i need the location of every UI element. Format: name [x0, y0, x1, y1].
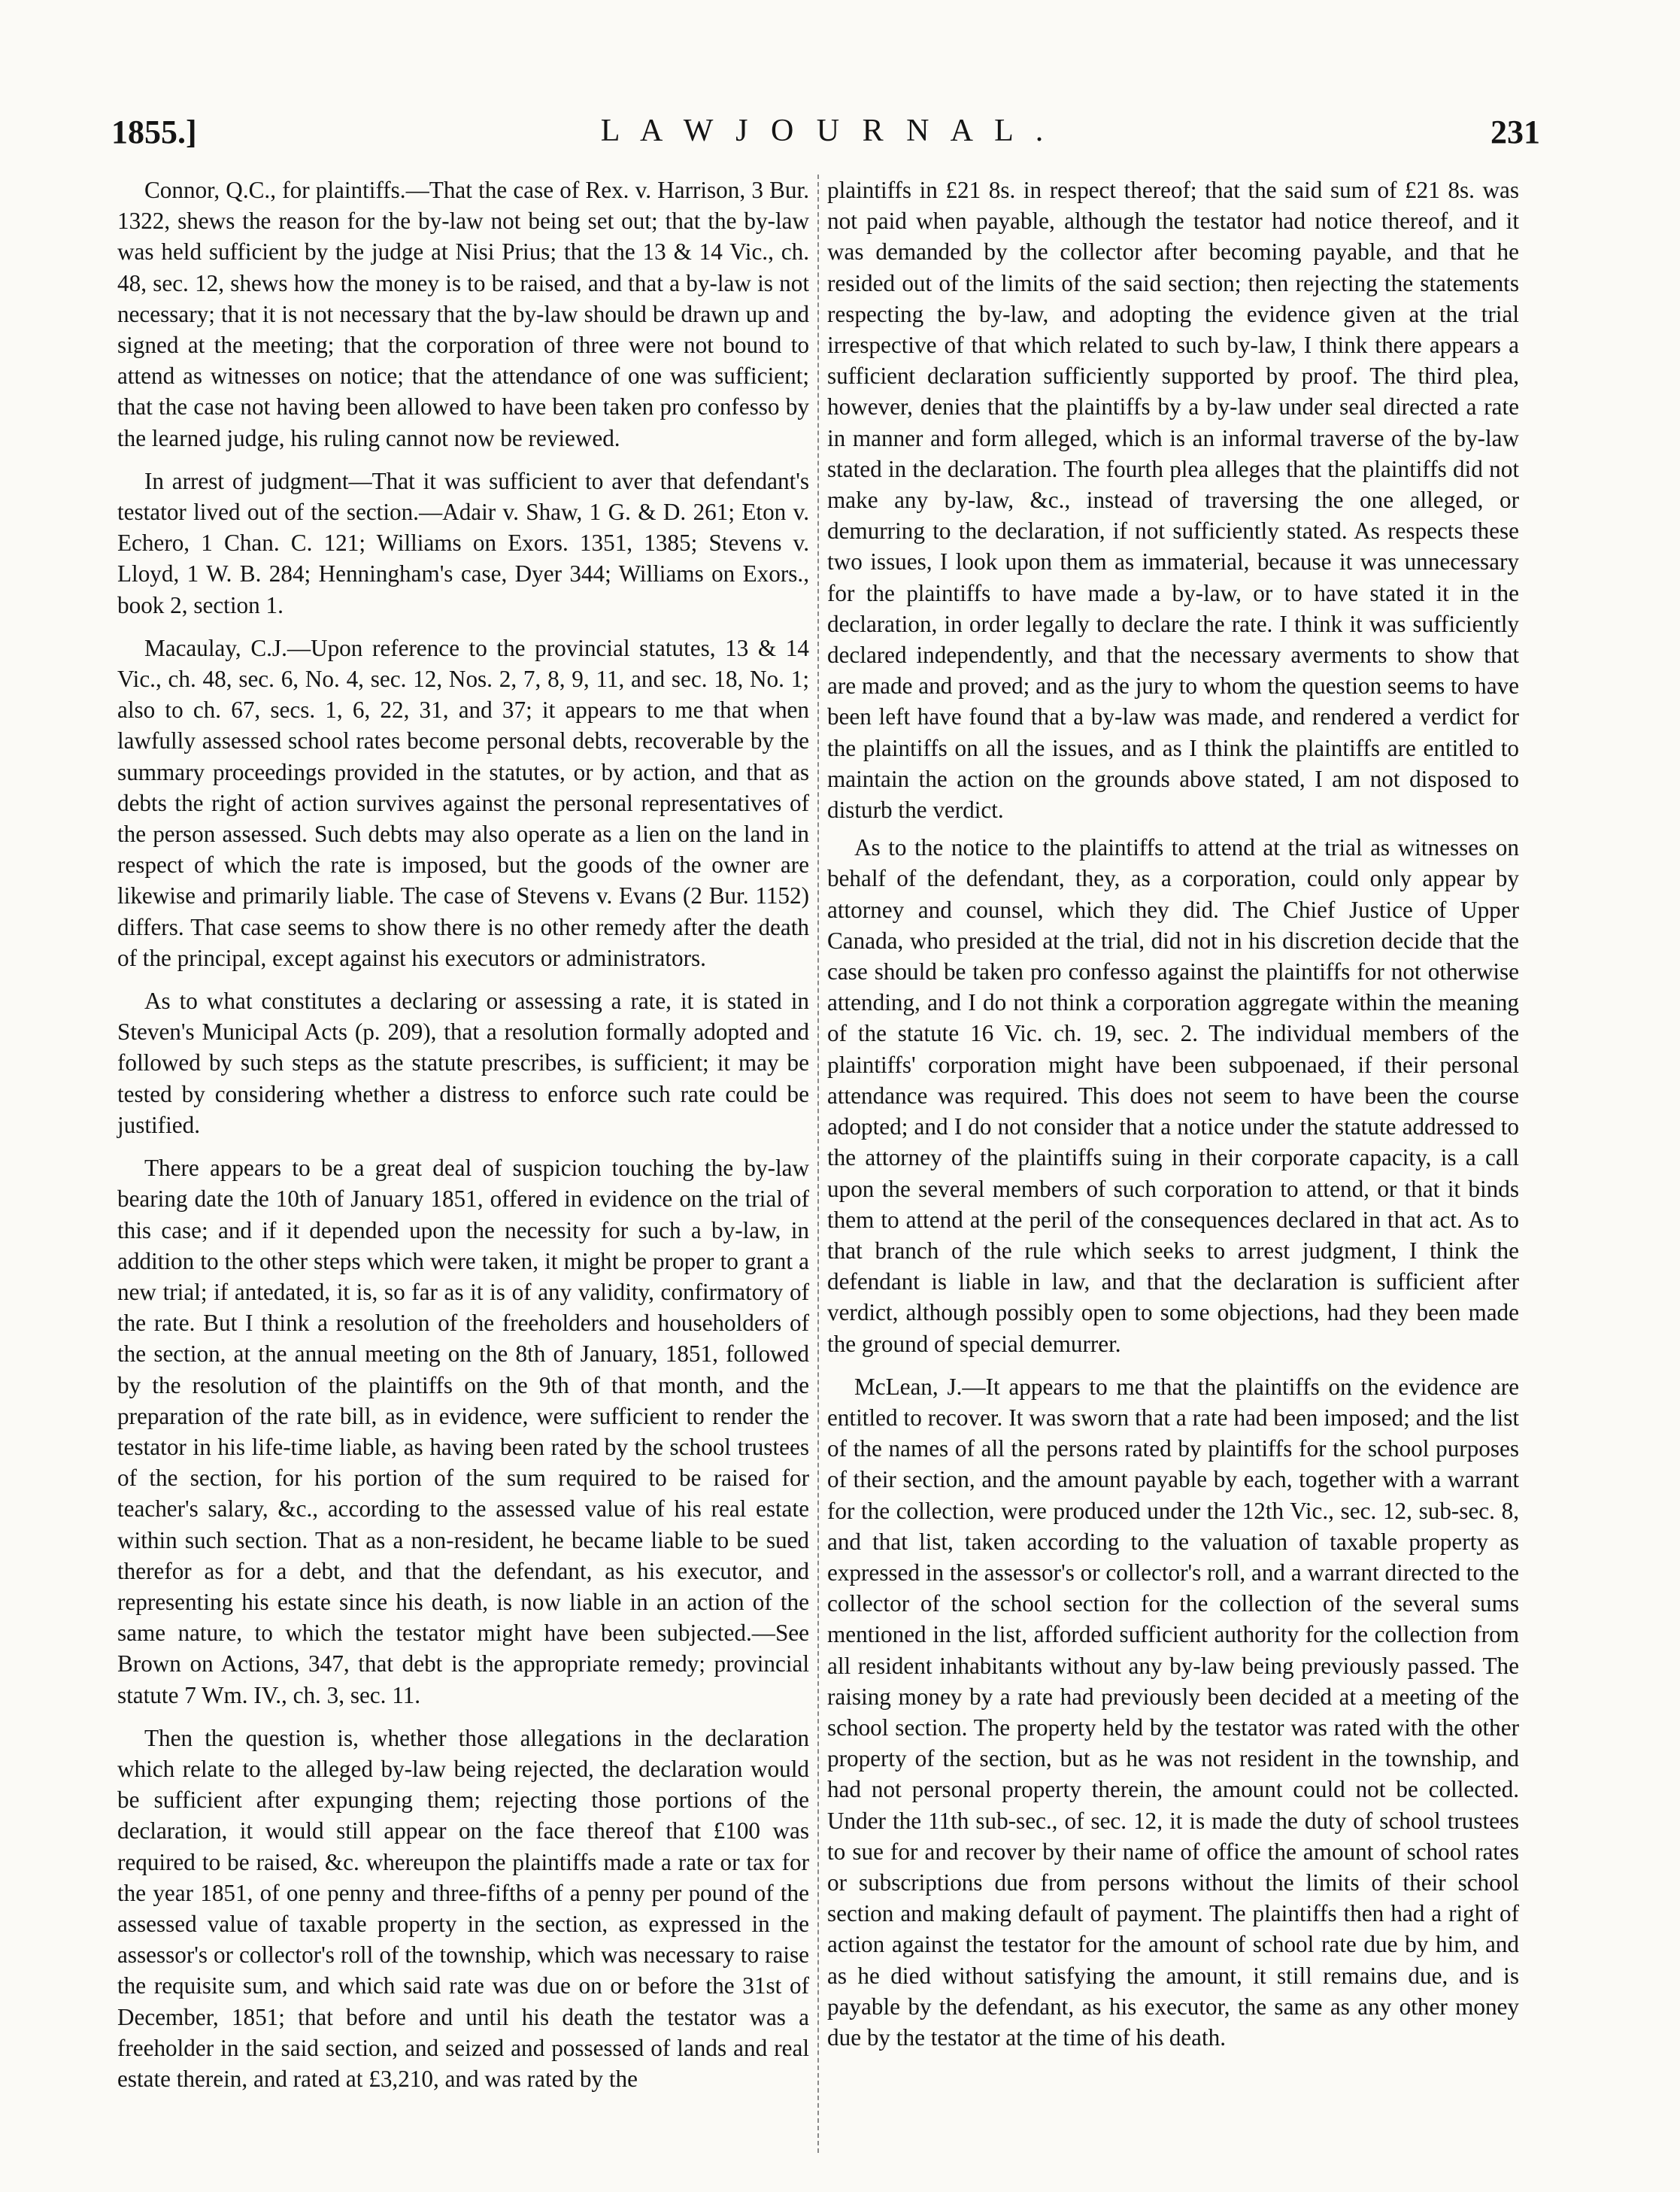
paragraph-macaulay-opinion: Macaulay, C.J.—Upon reference to the provincial statutes, 13 & 14 Vic., ch. 48, sec. 6, No. 4, sec. 12, Nos. 2, 7, 8, 9, 11, and sec. 18, No. 1; also to ch. 67, secs. 1, 6, 22, 31, and 37; it appears to me that when lawfully assessed school rates become personal debts, recoverable by the summary proceedings provided in the statutes, or by action, and that as debts the right of action survives against the personal representatives of the person assessed. Such debts may also operate as a lien on the land in respect of which the rate is imposed, but the goods of the owner are likewise and primarily liable. The case of Stevens v. Evans (2 Bur. 1152) differs. That case seems to show there is no other remedy after the death of the principal, except against his executors or administrators. — [117, 634, 809, 971]
header-year: 1855.] — [111, 114, 197, 150]
paragraph-by-law-suspicion: There appears to be a great deal of suspicion touching the by-law bearing date the 10th of January 1851, offered in evidence on the trial of this case; and if it depended upon the necessity for such a by-law, in addition to the other steps which were taken, it might be proper to grant a new trial; if antedated, it is, so far as it is of any validity, confirmatory of the rate. But I think a resolution of the freeholders and householders of the section, at the annual meeting on the 8th of January, 1851, followed by the resolution of the plaintiffs on the 9th of that month, and the preparation of the rate bill, as in evidence, were sufficient to render the testator in his life-time liable, as having been rated by the school trustees of the section, for his portion of the sum required to be raised for teacher's salary, &c., according to the assessed value of his real estate within such section. That as a non-resident, he became liable to be sued therefor as for a debt, and that the defendant, as his executor, and representing his estate since his death, is now liable in an action of the same nature, to which the testator might have been subjected.—See Brown on Actions, 347, that debt is the appropriate remedy; provincial statute 7 Wm. IV., ch. 3, sec. 11. — [117, 1155, 809, 1708]
header-title: L A W J O U R N A L . — [600, 114, 1051, 148]
header-page-number: 231 — [1490, 114, 1540, 150]
right-column — [827, 175, 1519, 2060]
paragraph-arrest-of-judgment: In arrest of judgment—That it was sufficient to aver that defendant's testator lived out of the section.—Adair v. Shaw, 1 G. & D. 261; Eton v. Echero, 1 Chan. C. 121; Williams on Exors. 1351, 1385; Stevens v. Lloyd, 1 W. B. 284; Henningham's case, Dyer 344; Williams on Exors., book 2, section 1. — [117, 467, 809, 618]
paragraph-declaring-rate: As to what constitutes a declaring or assessing a rate, it is stated in Steven's Municipal Acts (p. 209), that a resolution formally adopted and followed by such steps as the statute prescribes, is sufficient; it may be tested by considering whether a distress to enforce such rate could be justified. — [117, 988, 809, 1138]
paragraph-question-declaration: Then the question is, whether those allegations in the declaration which relate to the alleged by-law being rejected, the declaration would be sufficient after expunging them; rejecting those portions of the declaration, it would still appear on the face thereof that £100 was required to be raised, &c. whereupon the plaintiffs made a rate or tax for the year 1851, of one penny and three-fifths of a penny per pound of the assessed value of taxable property in the section, as expressed in the assessor's or collector's roll of the township, which was necessary to raise the requisite sum, and which said rate was due on or before the 31st of December, 1851; that before and until his death the testator was a freeholder in the said section, and seized and possessed of lands and real estate therein, and rated at £3,210, and was rated by the — [117, 1724, 809, 2092]
paragraph-connor-argument: Connor, Q.C., for plaintiffs.—That the case of Rex. v. Harrison, 3 Bur. 1322, shews the reason for the by-law not being set out; that the by-law was held sufficient by the judge at Nisi Prius; that the 13 & 14 Vic., ch. 48, sec. 12, shews how the money is to be raised, and that a by-law is not necessary; that it is not necessary that the by-law should be drawn up and signed at the meeting; that the corporation of three were not bound to attend as witnesses on notice; that the attendance of one was sufficient; that the case not having been allowed to have been taken pro confesso by the learned judge, his ruling cannot now be reviewed. — [117, 177, 809, 451]
running-header — [111, 113, 1540, 165]
paragraph-notice-to-attend: As to the notice to the plaintiffs to attend at the trial as witnesses on behalf of the defendant, they, as a corporation, could only appear by attorney and counsel, which they did. The Chief Justice of Upper Canada, who presided at the trial, did not in his discretion decide that the case should be taken pro confesso against the plaintiffs for not otherwise attending, and I do not think a corporation aggregate within the meaning of the statute 16 Vic. ch. 19, sec. 2. The individual members of the plaintiffs' corporation might have been subpoenaed, if their personal attendance was required. This does not seem to have been the course adopted; and I do not consider that a notice under the statute addressed to the attorney of the plaintiffs suing in their corporate capacity, is a call upon the several members of such corporation to attend, or that it binds them to attend at the peril of the consequences declared in that act. As to that branch of the rule which seeks to arrest judgment, I think the defendant is liable in law, and that the declaration is sufficient after verdict, although possibly open to some objections, had they been made the ground of special demurrer. — [827, 834, 1519, 1357]
left-column — [117, 175, 809, 2101]
column-divider — [817, 175, 819, 2153]
paragraph-mclean-opinion: McLean, J.—It appears to me that the plaintiffs on the evidence are entitled to recover. It was sworn that a rate had been imposed; and the list of the names of all the persons rated by plaintiffs for the school purposes of their section, and the amount payable by each, together with a warrant for the collection, were produced under the 12th Vic., sec. 12, sub-sec. 8, and that list, taken according to the valuation of taxable property as expressed in the assessor's or collector's roll, and a warrant directed to the collector of the school section for the collection of the several sums mentioned in the list, afforded sufficient authority for the collection from all resident inhabitants without any by-law being previously passed. The raising money by a rate had previously been decided at a meeting of the school section. The property held by the testator was rated with the other property of the section, but as he was not resident in the township, and had not personal property therein, the amount could not be collected. Under the 11th sub-sec., of sec. 12, it is made the duty of school trustees to sue for and recover by their name of office the amount of school rates or subscriptions due from persons without the limits of their school section and making default of payment. The plaintiffs then had a right of action against the testator for the amount of school rate due by him, and as he died without satisfying the amount, it still remains due, and is payable by the defendant, as his executor, the same as any other money due by the testator at the time of his death. — [827, 1373, 1519, 2051]
paragraph-continuation: plaintiffs in £21 8s. in respect thereof; that the said sum of £21 8s. was not paid when payable, although the testator had notice thereof, and it was demanded by the collector after becoming payable, and that he resided out of the limits of the said section; then rejecting the statements respecting the by-law, and adopting the evidence given at the trial irrespective of that which related to such by-law, I think there appears a sufficient declaration sufficiently supported by proof. The third plea, however, denies that the plaintiffs by a by-law under seal directed a rate in manner and form alleged, which is an informal traverse of the by-law stated in the declaration. The fourth plea alleges that the plaintiffs did not make any by-law, &c., instead of traversing the one alleged, or demurring to the declaration, if not sufficiently stated. As respects these two issues, I look upon them as immaterial, because it was unnecessary for the plaintiffs to have made a by-law, or to have stated it in the declaration, in order legally to declare the rate. I think it was sufficiently declared independently, and that the necessary averments to show that are made and proved; and as the jury to whom the question seems to have been left have found that a by-law was made, and rendered a verdict for the plaintiffs on all the issues, and as I think the plaintiffs are entitled to maintain the action on the grounds above stated, I am not disposed to disturb the verdict. — [827, 177, 1519, 824]
